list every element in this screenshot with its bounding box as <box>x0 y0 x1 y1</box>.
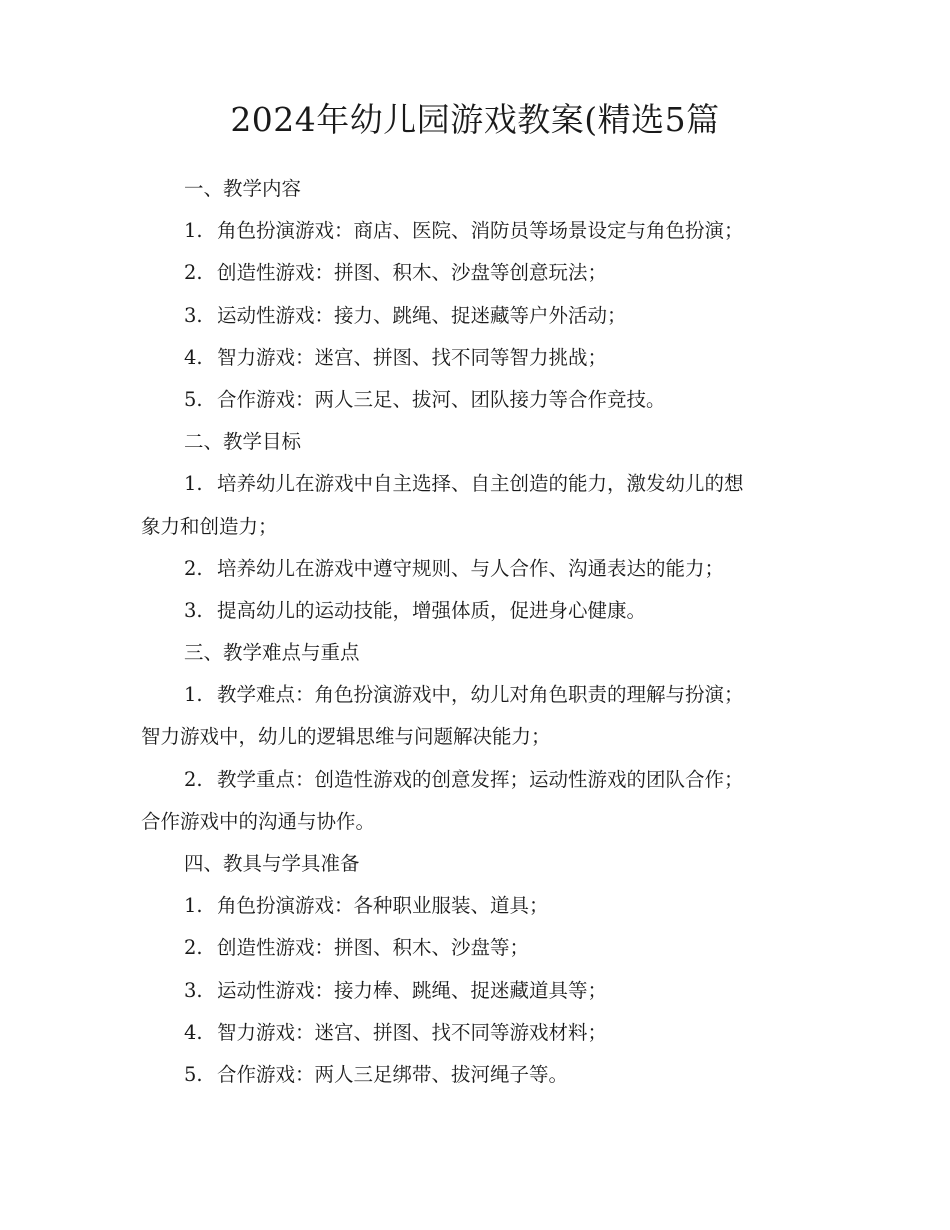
document-body <box>141 168 811 1096</box>
list-item: 1. 教学难点：角色扮演游戏中，幼儿对角色职责的理解与扮演； <box>184 683 744 707</box>
list-item-continuation: 合作游戏中的沟通与协作。 <box>141 809 376 833</box>
section-heading-teaching-content: 一、教学内容 <box>184 177 302 200</box>
list-item: 4. 智力游戏：迷宫、拼图、找不同等智力挑战； <box>184 345 608 369</box>
list-item: 2. 创造性游戏：拼图、积木、沙盘等创意玩法； <box>184 261 608 285</box>
list-item: 5. 合作游戏：两人三足绑带、拔河绳子等。 <box>184 1062 569 1086</box>
list-item-continuation: 智力游戏中，幼儿的逻辑思维与问题解决能力； <box>141 725 551 749</box>
list-item: 5. 合作游戏：两人三足、拔河、团队接力等合作竞技。 <box>184 387 666 411</box>
list-item: 4. 智力游戏：迷宫、拼图、找不同等游戏材料； <box>184 1020 608 1044</box>
list-item: 1. 角色扮演游戏：各种职业服装、道具； <box>184 894 549 918</box>
list-item: 2. 教学重点：创造性游戏的创意发挥；运动性游戏的团队合作； <box>184 767 744 791</box>
document-title: 2024年幼儿园游戏教案(精选5篇 <box>230 100 720 139</box>
list-item: 1. 角色扮演游戏：商店、医院、消防员等场景设定与角色扮演； <box>184 219 744 243</box>
list-item: 1. 培养幼儿在游戏中自主选择、自主创造的能力，激发幼儿的想 <box>184 472 744 496</box>
list-item: 3. 运动性游戏：接力棒、跳绳、捉迷藏道具等； <box>184 978 608 1002</box>
section-heading-teaching-goals: 二、教学目标 <box>184 430 302 454</box>
section-heading-materials: 四、教具与学具准备 <box>184 852 360 875</box>
list-item-continuation: 象力和创造力； <box>141 514 278 538</box>
list-item: 3. 提高幼儿的运动技能，增强体质，促进身心健康。 <box>184 598 647 622</box>
section-heading-difficulties-key-points: 三、教学难点与重点 <box>184 641 360 665</box>
list-item: 2. 培养幼儿在游戏中遵守规则、与人合作、沟通表达的能力； <box>184 556 725 580</box>
list-item: 3. 运动性游戏：接力、跳绳、捉迷藏等户外活动； <box>184 303 627 327</box>
list-item: 2. 创造性游戏：拼图、积木、沙盘等； <box>184 936 530 960</box>
